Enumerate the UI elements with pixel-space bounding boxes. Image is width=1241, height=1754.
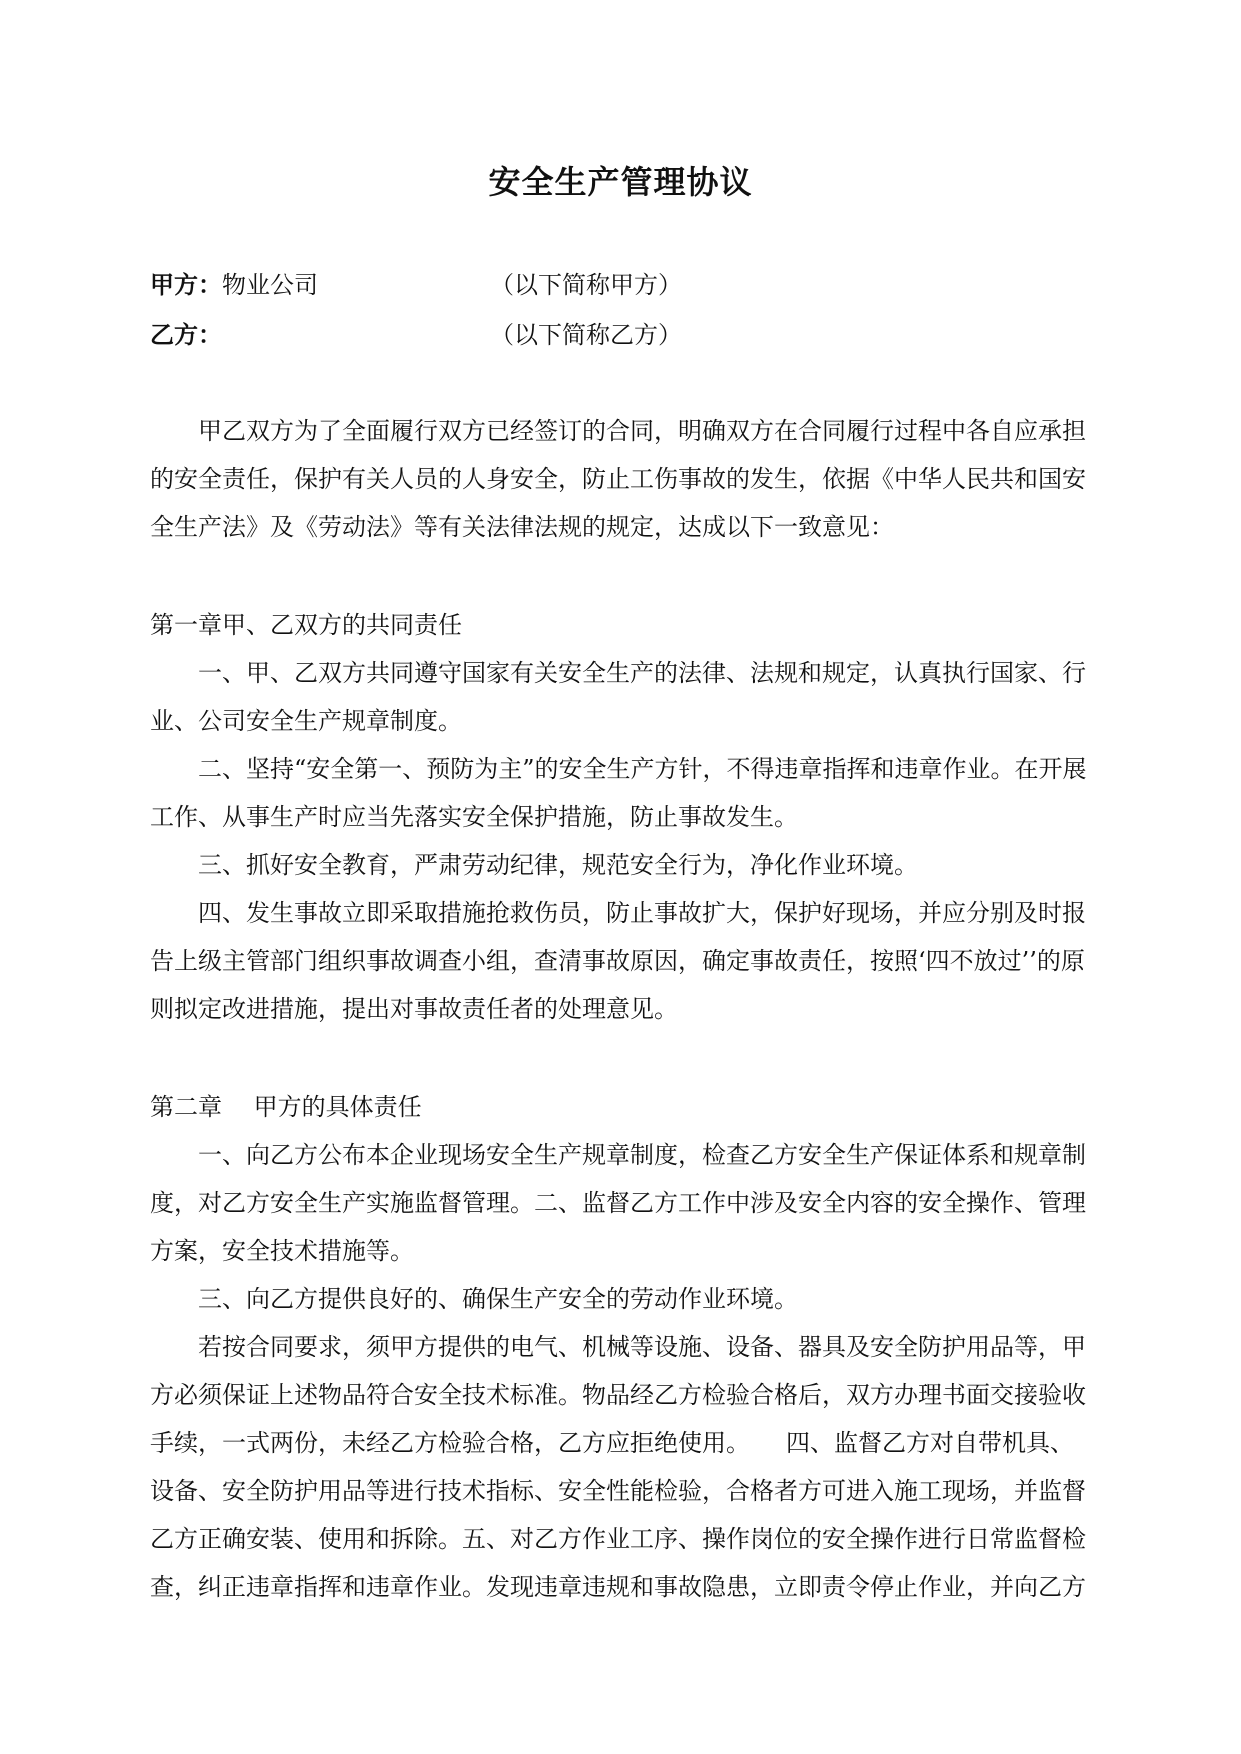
party-a-name: 物业公司 — [222, 271, 318, 299]
document-title: 安全生产管理协议 — [488, 163, 753, 201]
chapter-1-line: 业、公司安全生产规章制度。 — [150, 707, 462, 735]
chapter-1-line: 则拟定改进措施，提出对事故责任者的处理意见。 — [150, 995, 678, 1023]
party-b-row — [150, 320, 1110, 350]
chapter-1-line: 工作、从事生产时应当先落实安全保护措施，防止事故发生。 — [150, 803, 798, 831]
chapter-2-heading: 第二章 甲方的具体责任 — [150, 1093, 422, 1121]
chapter-2-line: 若按合同要求，须甲方提供的电气、机械等设施、设备、器具及安全防护用品等，甲 — [150, 1333, 1086, 1361]
preamble-line: 全生产法》及《劳动法》等有关法律法规的规定，达成以下一致意见： — [150, 513, 894, 541]
chapter-1-line: 一、甲、乙双方共同遵守国家有关安全生产的法律、法规和规定，认真执行国家、行 — [150, 659, 1086, 687]
party-a-row — [150, 270, 1110, 300]
party-a-label: 甲方： — [150, 270, 222, 299]
preamble-line: 甲乙双方为了全面履行双方已经签订的合同，明确双方在合同履行过程中各自应承担 — [150, 417, 1086, 445]
chapter-2-line: 一、向乙方公布本企业现场安全生产规章制度，检查乙方安全生产保证体系和规章制 — [150, 1141, 1086, 1169]
chapter-2-line: 查，纠正违章指挥和违章作业。发现违章违规和事故隐患，立即责令停止作业，并向乙方 — [150, 1573, 1086, 1601]
preamble-line: 的安全责任，保护有关人员的人身安全，防止工伤事故的发生，依据《中华人民共和国安 — [150, 465, 1086, 493]
chapter-2-line: 手续，一式两份，未经乙方检验合格，乙方应拒绝使用。 四、监督乙方对自带机具、 — [150, 1429, 1074, 1457]
chapter-1-line: 三、抓好安全教育，严肃劳动纪律，规范安全行为，净化作业环境。 — [150, 851, 918, 879]
party-b-label: 乙方： — [150, 320, 222, 349]
chapter-1-line: 四、发生事故立即采取措施抢救伤员，防止事故扩大，保护好现场，并应分别及时报 — [150, 899, 1086, 927]
chapter-2-line: 方必须保证上述物品符合安全技术标准。物品经乙方检验合格后，双方办理书面交接验收 — [150, 1381, 1086, 1409]
chapter-2-line: 度，对乙方安全生产实施监督管理。二、监督乙方工作中涉及安全内容的安全操作、管理 — [150, 1189, 1086, 1217]
chapter-1-line: 告上级主管部门组织事故调查小组，查清事故原因，确定事故责任，按照‘四不放过’’的原 — [150, 947, 1085, 975]
chapter-2-line: 乙方正确安装、使用和拆除。五、对乙方作业工序、操作岗位的安全操作进行日常监督检 — [150, 1525, 1086, 1553]
chapter-1-heading: 第一章甲、乙双方的共同责任 — [150, 611, 462, 639]
party-b-note: （以下简称乙方） — [490, 321, 682, 349]
chapter-1-line: 二、坚持“安全第一、预防为主”的安全生产方针，不得违章指挥和违章作业。在开展 — [150, 755, 1087, 783]
chapter-2-line: 三、向乙方提供良好的、确保生产安全的劳动作业环境。 — [150, 1285, 798, 1313]
chapter-2-line: 设备、安全防护用品等进行技术指标、安全性能检验，合格者方可进入施工现场，并监督 — [150, 1477, 1086, 1505]
chapter-2-line: 方案，安全技术措施等。 — [150, 1237, 414, 1265]
party-a-note: （以下简称甲方） — [490, 271, 682, 299]
